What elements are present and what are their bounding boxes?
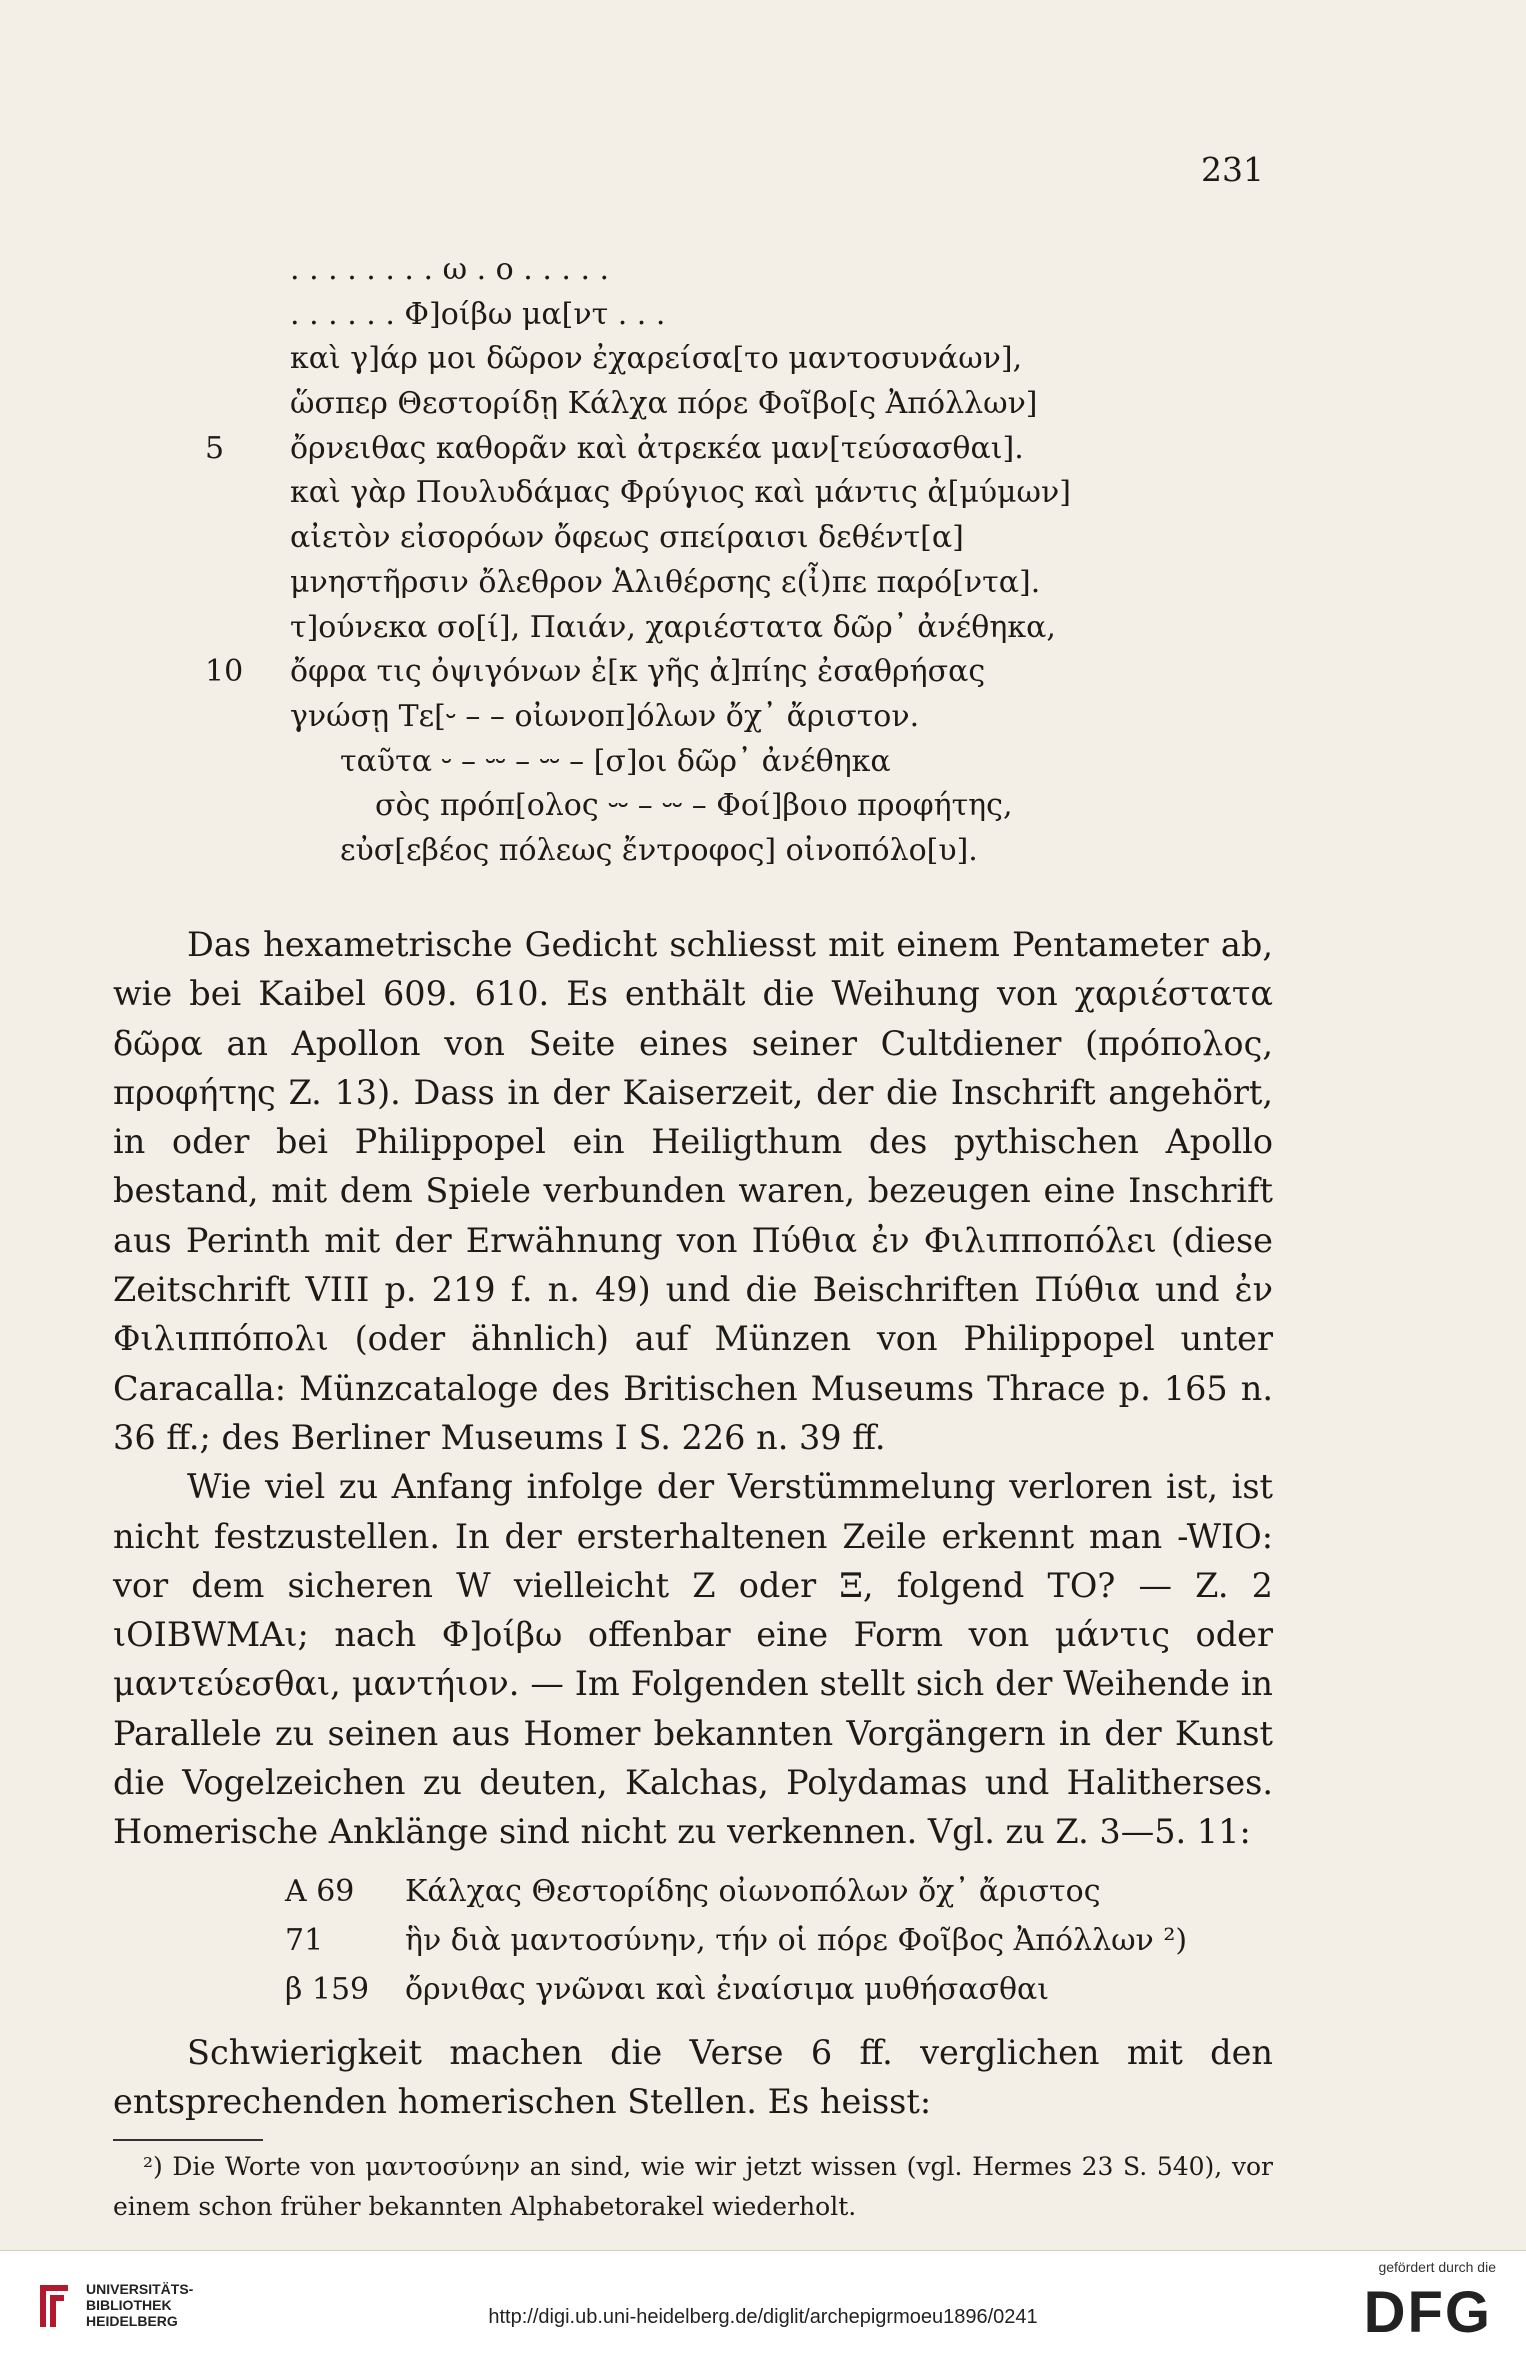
footnote-rule (113, 2139, 263, 2141)
verse-line (225, 784, 1225, 829)
quote-text: ἣν διὰ μαντοσύνην, τήν οἱ πόρε Φοῖβος Ἀπόλλων ²) (405, 1923, 1188, 1958)
verse-text: ὄρνειθας καθορᾶν καὶ ἀτρεκέα μαν[τεύσασθαι]. (290, 430, 1024, 466)
page-number: 231 (1201, 150, 1264, 189)
verse-text: . . . . . . Φ]οίβω μα[ντ . . . (290, 296, 666, 332)
line-number: 10 (205, 654, 244, 690)
verse-line (225, 695, 1225, 740)
footnote-text: ²) Die Worte von μαντοσύνην an sind, wie wir jetzt wissen (vgl. Hermes 23 S. 540), vor einem schon früher bekannten Alphabetorakel wiederholt. (113, 2152, 1273, 2221)
closing-text (113, 2028, 1273, 2127)
verse-text: γνώσῃ Τε[⏑ – – οἰωνοπ]όλων ὄχ᾽ ἄριστον. (290, 698, 920, 734)
quote-reference: 71 (285, 1923, 324, 1958)
verse-line (205, 427, 1225, 472)
verse-text: καὶ γὰρ Πουλυδάμας Φρύγιος καὶ μάντις ἀ[μύμων] (290, 475, 1071, 511)
verse-line (225, 606, 1225, 651)
verse-text: εὐσ[εβέος πόλεως ἔντροφος] οἰνοπόλο[υ]. (340, 832, 978, 868)
greek-inscription (205, 248, 1225, 874)
verse-line (225, 337, 1225, 382)
dfg-logo: DFG (1363, 2280, 1492, 2345)
paragraph: Das hexametrische Gedicht schliesst mit einem Pentameter ab, wie bei Kaibel 609. 610. Es enthält die Weihung von χαριέστατα δῶρα an Apollon von Seite eines seiner Cultdiener (πρόπολος, προφήτης Z. 13). Dass in der Kaiserzeit, der die Inschrift angehört, in oder bei Philippopel ein Heiligthum des pythischen Apollo bestand, mit dem Spiele verbunden waren, bezeugen eine Inschrift aus Perinth mit der Erwähnung von Πύθια ἐν Φιλιπποπόλει (diese Zeitschrift VIII p. 219 f. n. 49) und die Beischriften Πύθια und ἐν Φιλιππόπολι (oder ähnlich) auf Münzen von Philippopel unter Caracalla: Münzcataloge des Britischen Museums Thrace p. 165 n. 36 ff.; des Berliner Museums I S. 226 n. 39 ff. (113, 925, 1273, 1457)
line-number: 5 (205, 430, 225, 466)
verse-text: ταῦτα ⏑ – ⏑⏑ – ⏑⏑ – [σ]οι δῶρ᾽ ἀνέθηκα (340, 743, 891, 779)
verse-line (225, 561, 1225, 606)
verse-line (225, 829, 1225, 874)
verse-text: αἰετὸν εἰσορόων ὄφεως σπείραισι δεθέντ[α] (290, 520, 964, 556)
paragraph: Schwierigkeit machen die Verse 6 ff. verglichen mit den entsprechenden homerischen Stellen. Es heisst: (113, 2033, 1273, 2122)
permalink-url[interactable]: http://digi.ub.uni-heidelberg.de/diglit/archepigrmoeu1896/0241 (488, 2306, 1038, 2328)
library-name: UNIVERSITÄTS- BIBLIOTHEK HEIDELBERG (86, 2281, 194, 2329)
verse-line (225, 516, 1225, 561)
verse-text: . . . . . . . . ω . ο . . . . . (290, 252, 610, 287)
quote-reference: β 159 (285, 1972, 370, 2007)
commentary-text (113, 920, 1273, 1857)
verse-text: ὥσπερ Θεστορίδῃ Κάλχα πόρε Φοῖβο[ς Ἀπόλλων] (290, 386, 1038, 422)
verse-text: ὄφρα τις ὀψιγόνων ἐ[κ γῆς ἀ]πίης ἐσαθρήσας (290, 654, 986, 690)
quote-text: ὄρνιθας γνῶναι καὶ ἐναίσιμα μυθήσασθαι (405, 1972, 1050, 2007)
verse-line (225, 740, 1225, 785)
verse-line (225, 471, 1225, 516)
verse-line (225, 248, 1225, 293)
verse-text: τ]ούνεκα σο[ί], Παιάν, χαριέστατα δῶρ᾽ ἀνέθηκα, (290, 609, 1056, 645)
paragraph: Wie viel zu Anfang infolge der Verstümmelung verloren ist, ist nicht festzustellen. In der ersterhaltenen Zeile erkennt man -WIO: vor dem sicheren W vielleicht Z oder Ξ, folgend TO? — Z. 2 ιOIBWMAι; nach Φ]οίβω offenbar eine Form von μάντις oder μαντεύεσθαι, μαντήιον. — Im Folgenden stellt sich der Weihende in Parallele zu seinen aus Homer bekannten Vorgängern in der Kunst die Vogelzeichen zu deuten, Kalchas, Polydamas und Halitherses. Homerische Anklänge sind nicht zu verkennen. Vgl. zu Z. 3—5. 11: (113, 1467, 1273, 1852)
verse-text: καὶ γ]άρ μοι δῶρον ἐχαρείσα[το μαντοσυνάων], (290, 341, 1023, 377)
funder-note: gefördert durch die (1378, 2259, 1496, 2275)
verse-text: μνηστῆρσιν ὄλεθρον Ἁλιθέρσης ε(ἶ)πε παρό[ντα]. (290, 564, 1041, 600)
verse-text: σὸς πρόπ[ολος ⏑⏑ – ⏑⏑ – Φοί]βοιο προφήτης, (375, 788, 1013, 824)
footnote (113, 2147, 1273, 2227)
verse-line (225, 382, 1225, 427)
footer-bar (0, 2250, 1526, 2361)
verse-line (225, 293, 1225, 338)
verse-line (205, 650, 1225, 695)
quote-text: Κάλχας Θεστορίδης οἰωνοπόλων ὄχ᾽ ἄριστος (405, 1874, 1101, 1909)
quote-reference: A 69 (285, 1874, 355, 1909)
